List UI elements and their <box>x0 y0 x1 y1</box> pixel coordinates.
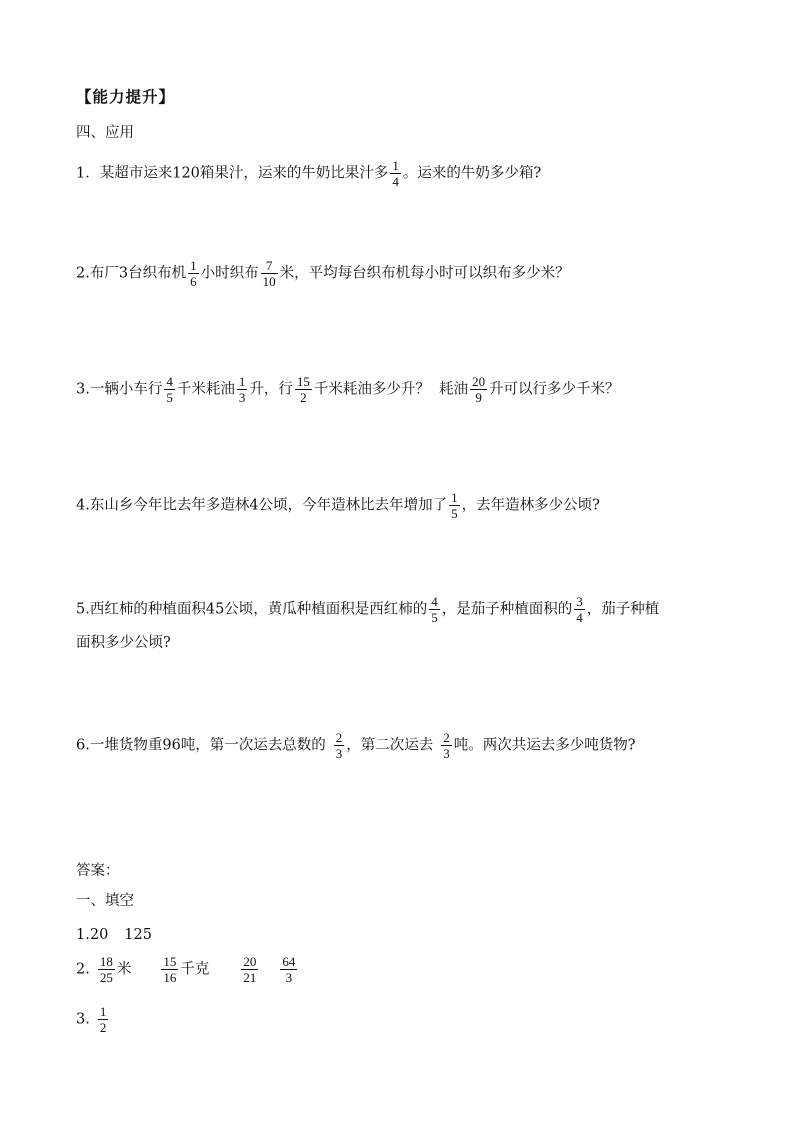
answers-part: 一、填空 <box>76 893 134 909</box>
answer-unit: 米 <box>116 961 132 978</box>
fraction: $\frac{2}{3}$ <box>335 730 343 761</box>
problem-4 <box>76 490 734 521</box>
fraction: $\frac{2}{3}$ <box>443 730 450 761</box>
problem-text: 。运来的牛奶多少箱? <box>402 165 542 182</box>
fraction: $\frac{1}{4}$ <box>392 158 399 189</box>
fraction: $\frac{1}{3}$ <box>238 374 246 405</box>
answers-heading: 答案： <box>76 863 120 879</box>
answer-unit: 千克 <box>180 961 210 978</box>
problem-text: 东山乡今年比去年多造林4公顷，今年造林比去年增加了 <box>89 497 448 514</box>
fraction: $\frac{15}{16}$ <box>163 954 177 985</box>
problem-text: 千米耗油 <box>176 381 235 398</box>
fraction: $\frac{4}{5}$ <box>431 594 438 625</box>
fraction: $\frac{1}{5}$ <box>451 490 458 521</box>
fraction: $\frac{20}{21}$ <box>243 954 257 985</box>
fraction: $\frac{7}{10}$ <box>262 258 276 289</box>
problem-number: 1． <box>76 165 100 182</box>
answer-value: 125 <box>124 927 152 943</box>
answer-number: 2. <box>76 961 90 978</box>
problem-text: 西红柿的种植面积45公顷，黄瓜种植面积是西红柿的 <box>89 601 428 618</box>
problem-text: 升，行 <box>249 381 293 398</box>
answer-number: 1. <box>76 927 90 943</box>
problem-text: ，第二次运去 <box>346 737 434 754</box>
problem-2 <box>76 258 734 289</box>
problem-5 <box>76 594 734 625</box>
section-title: 【能力提升】 <box>76 87 176 106</box>
problem-number: 5. <box>76 601 90 618</box>
answer-1 <box>76 924 734 946</box>
fraction: $\frac{1}{6}$ <box>190 258 197 289</box>
problem-text: ，茄子种植 <box>586 601 660 618</box>
problem-number: 2. <box>76 265 90 282</box>
problem-text: 一辆小车行 <box>89 381 163 398</box>
problem-text: 某超市运来120箱果汁，运来的牛奶比果汁多 <box>99 165 389 182</box>
answer-value: 20 <box>89 927 109 943</box>
problem-number: 6. <box>76 737 90 754</box>
problem-5-line-2: 面积多少公顷? <box>76 635 171 651</box>
problem-1 <box>76 158 734 189</box>
problem-text: 千米耗油多少升？ 耗油 <box>313 381 469 398</box>
fraction: $\frac{1}{2}$ <box>99 1004 107 1035</box>
problem-text: 吨。两次共运去多少吨货物? <box>453 737 636 754</box>
problem-text: 升可以行多少千米？ <box>489 381 620 398</box>
answer-3 <box>76 1004 734 1035</box>
problem-number: 3. <box>76 381 90 398</box>
problem-text: ，是茄子种植面积的 <box>441 601 573 618</box>
problem-6 <box>76 730 734 761</box>
problem-text: 一堆货物重96吨，第一次运去总数的 <box>89 737 326 754</box>
fraction: $\frac{3}{4}$ <box>576 594 583 625</box>
problem-text: ，去年造林多少公顷? <box>461 497 600 514</box>
answer-2 <box>76 954 734 985</box>
problem-text: 小时织布 <box>200 265 259 282</box>
problem-text: 米，平均每台织布机每小时可以织布多少米？ <box>279 265 570 282</box>
problem-text: 布厂3台织布机 <box>89 265 187 282</box>
fraction: $\frac{20}{9}$ <box>472 374 486 405</box>
problem-number: 4. <box>76 497 90 514</box>
section-subtitle: 四、应用 <box>76 125 134 141</box>
fraction: $\frac{15}{2}$ <box>296 374 310 405</box>
fraction: $\frac{4}{5}$ <box>166 374 173 405</box>
fraction: $\frac{64}{3}$ <box>282 954 296 985</box>
problem-3 <box>76 374 734 405</box>
fraction: $\frac{18}{25}$ <box>99 954 113 985</box>
answer-number: 3. <box>76 1011 90 1028</box>
